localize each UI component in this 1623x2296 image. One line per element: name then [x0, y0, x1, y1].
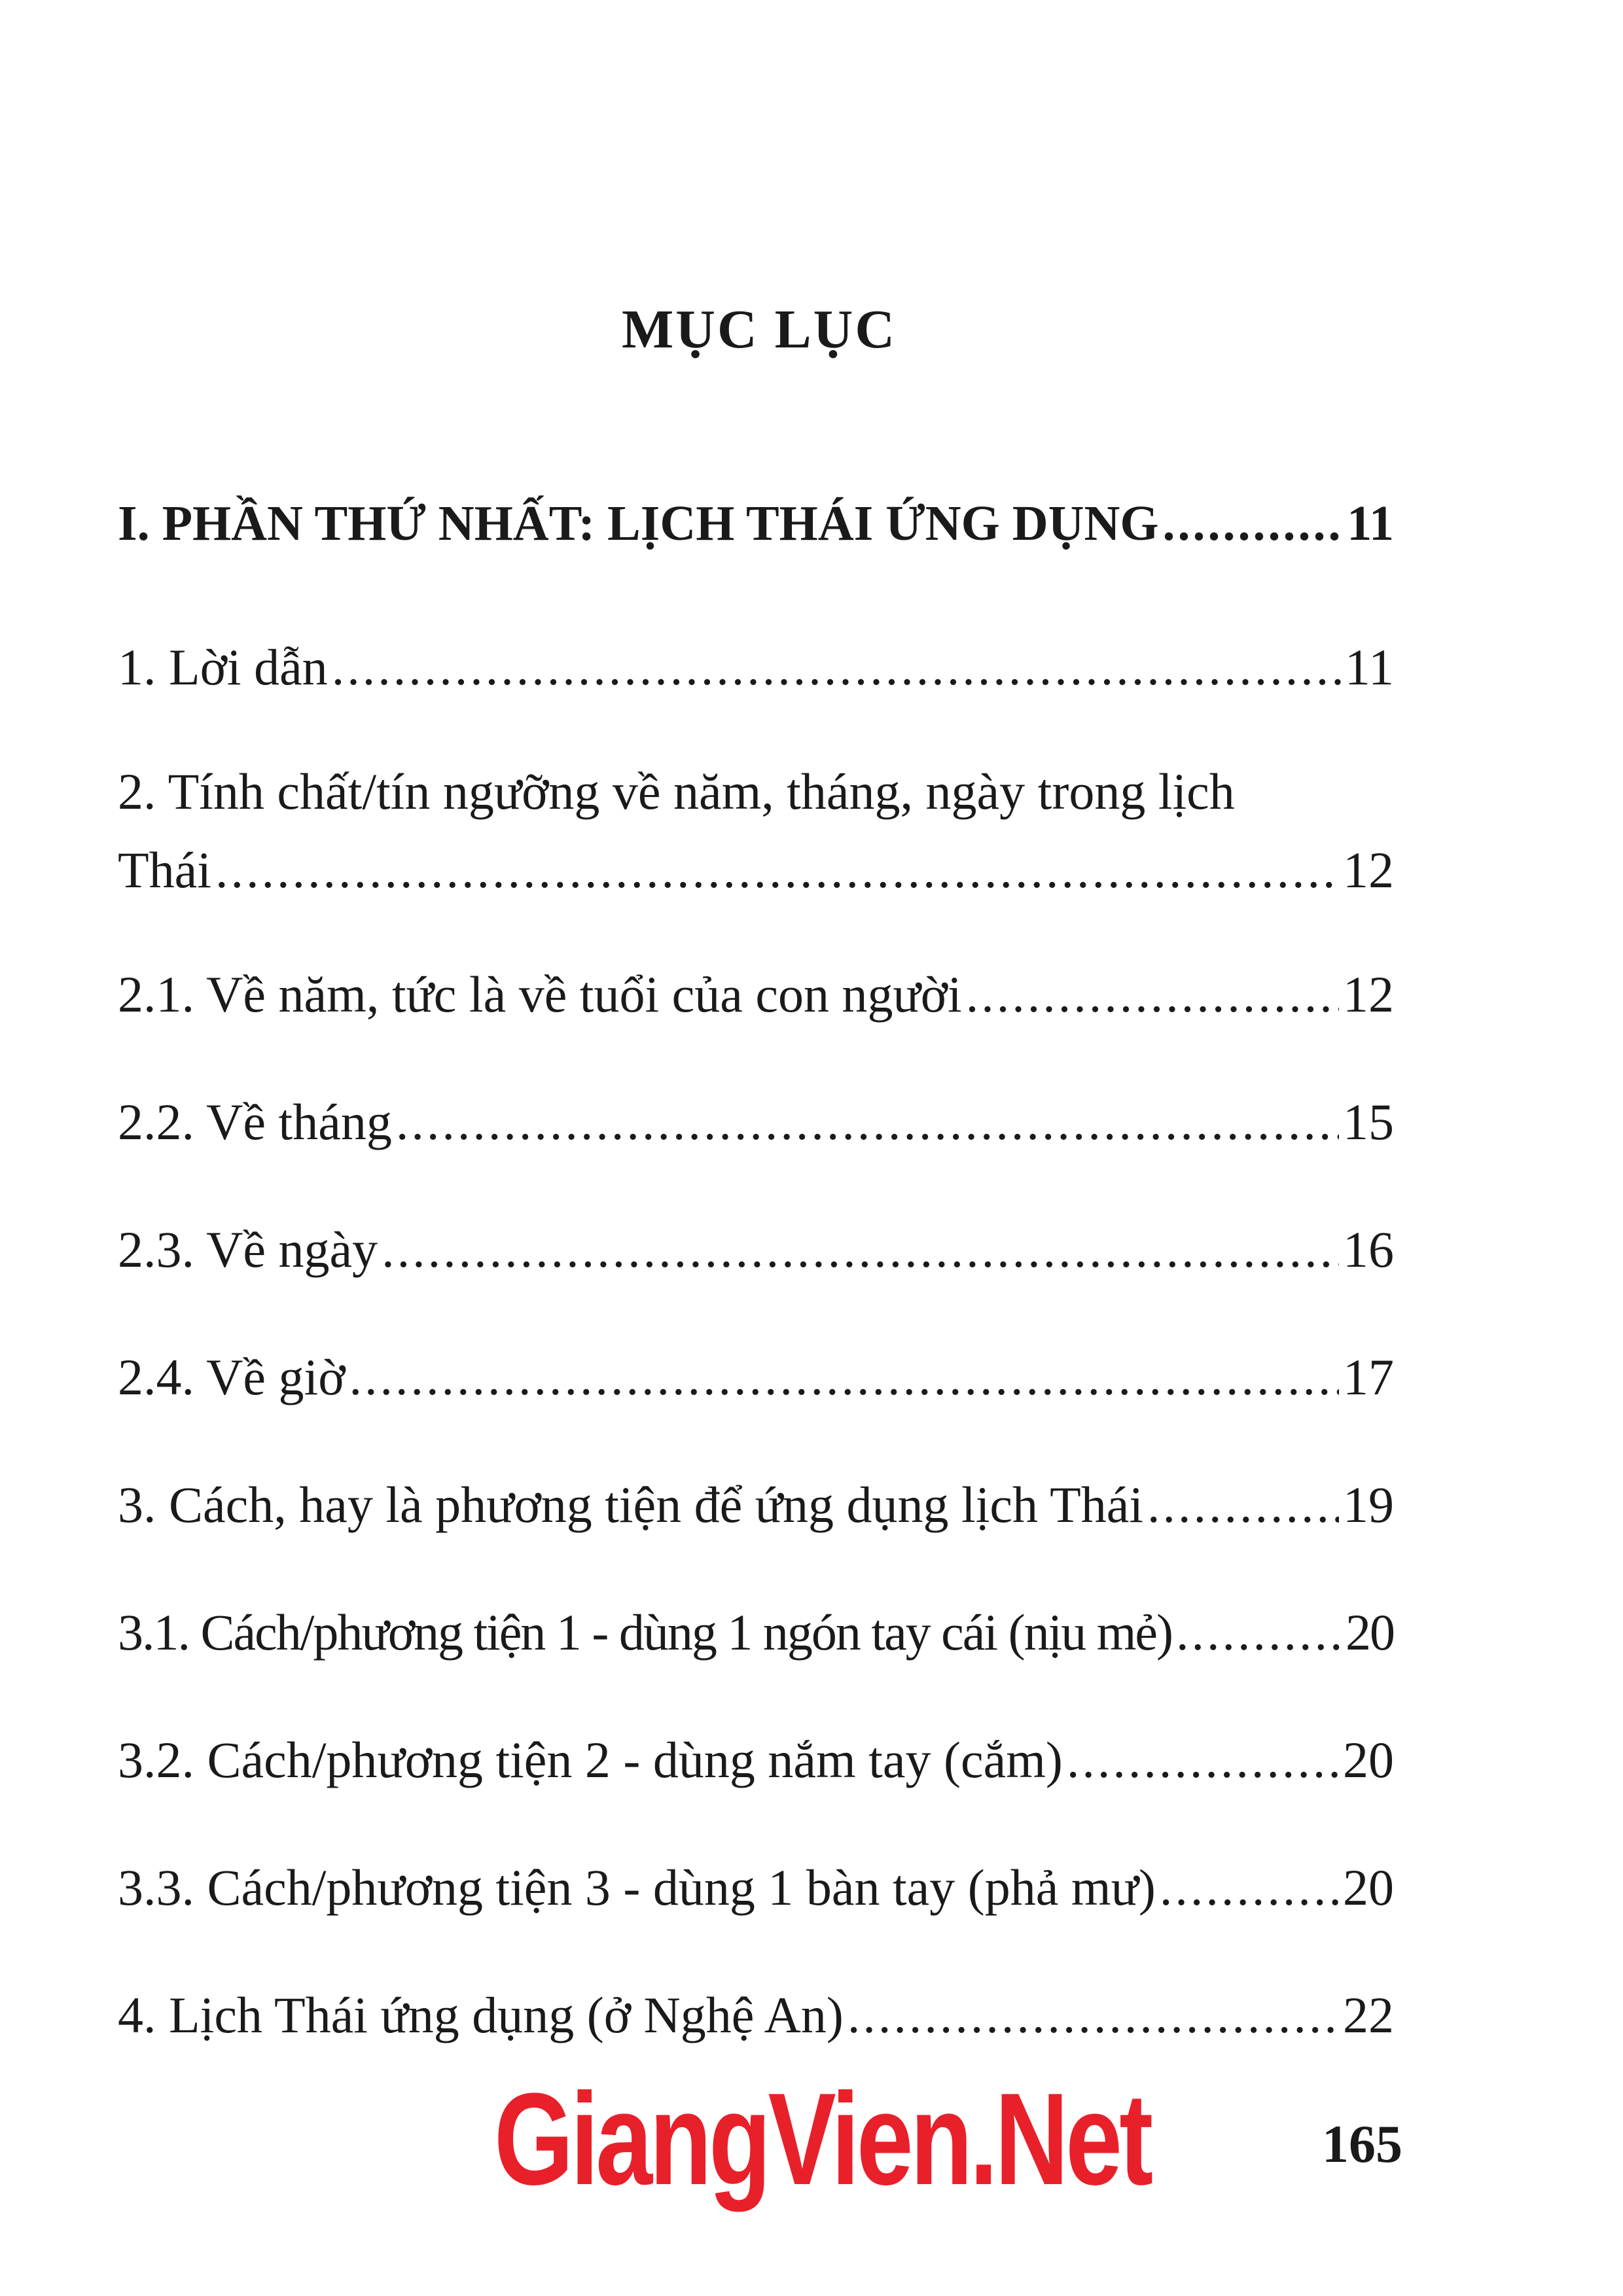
dot-leader	[1160, 1858, 1339, 1917]
toc-entry-1	[118, 638, 1394, 697]
toc-entry-text: I. PHẦN THỨ NHẤT: LỊCH THÁI ỨNG DỤNG	[118, 496, 1159, 551]
toc-entry-text: 2.4. Về giờ	[118, 1349, 346, 1405]
toc-entry-page: 20	[1346, 1604, 1394, 1661]
toc-entry-2	[118, 762, 1394, 900]
page-number: 165	[1322, 2114, 1402, 2174]
toc-entry-2-1	[118, 965, 1394, 1024]
toc-entry-text: 3.3. Cách/phương tiện 3 - dùng 1 bàn tay (phả mư)	[118, 1859, 1156, 1916]
toc-title: MỤC LỤC	[622, 299, 897, 360]
toc-entry-2-3	[118, 1220, 1394, 1279]
toc-entry-page: 15	[1343, 1093, 1394, 1150]
toc-entry-3	[118, 1475, 1394, 1534]
toc-entry-text: 4. Lịch Thái ứng dụng (ở Nghệ An)	[118, 1987, 844, 2043]
toc-entry-text: 3. Cách, hay là phương tiện để ứng dụng lịch Thái	[118, 1476, 1144, 1533]
dot-leader	[1147, 1475, 1339, 1534]
toc-entry-text: 3.1. Cách/phương tiện 1 - dùng 1 ngón tay cái (nịu mẻ)	[118, 1604, 1173, 1661]
dot-leader	[966, 965, 1339, 1024]
toc-entry-page: 12	[1343, 841, 1394, 898]
toc-entry-page: 17	[1343, 1349, 1394, 1405]
toc-entry-text: 2.1. Về năm, tức là về tuổi của con người	[118, 966, 962, 1023]
toc-entry-4	[118, 1986, 1394, 2045]
toc-entry-text: 2.3. Về ngày	[118, 1221, 378, 1278]
dot-leader	[332, 638, 1341, 697]
toc-entry-page: 20	[1343, 1731, 1394, 1788]
toc-entry-text: Thái	[118, 841, 211, 898]
toc-entry-text: 3.2. Cách/phương tiện 2 - dùng nắm tay (cắm)	[118, 1731, 1063, 1788]
watermark-logo: GiangVien.Net	[494, 2066, 1150, 2212]
dot-leader	[1176, 1603, 1342, 1662]
toc-entry-part-1	[118, 494, 1394, 553]
toc-entry-2-2	[118, 1093, 1394, 1152]
dot-leader	[396, 1093, 1339, 1152]
dot-leader	[1067, 1731, 1339, 1790]
toc-entry-text: 2.2. Về tháng	[118, 1093, 392, 1150]
toc-entry-page: 11	[1344, 639, 1394, 696]
toc-entry-text-line1: 2. Tính chất/tín ngưỡng về năm, tháng, ngày trong lịch	[118, 763, 1235, 820]
toc-entry-page: 20	[1343, 1859, 1394, 1916]
dot-leader	[349, 1348, 1339, 1407]
dot-leader	[215, 841, 1339, 900]
toc-entry-text: 1. Lời dẫn	[118, 639, 328, 696]
toc-entry-3-2	[118, 1731, 1394, 1790]
toc-entry-page: 11	[1347, 496, 1394, 551]
toc-entry-page: 22	[1343, 1987, 1394, 2043]
dot-leader	[382, 1220, 1339, 1279]
toc-entry-3-1	[118, 1603, 1394, 1662]
dot-leader	[1162, 494, 1343, 553]
toc-entry-page: 19	[1343, 1476, 1394, 1533]
toc-entry-page: 12	[1343, 966, 1394, 1023]
dot-leader	[847, 1986, 1339, 2045]
toc-entry-page: 16	[1343, 1221, 1394, 1278]
toc-entry-2-4	[118, 1348, 1394, 1407]
toc-entry-3-3	[118, 1858, 1394, 1917]
